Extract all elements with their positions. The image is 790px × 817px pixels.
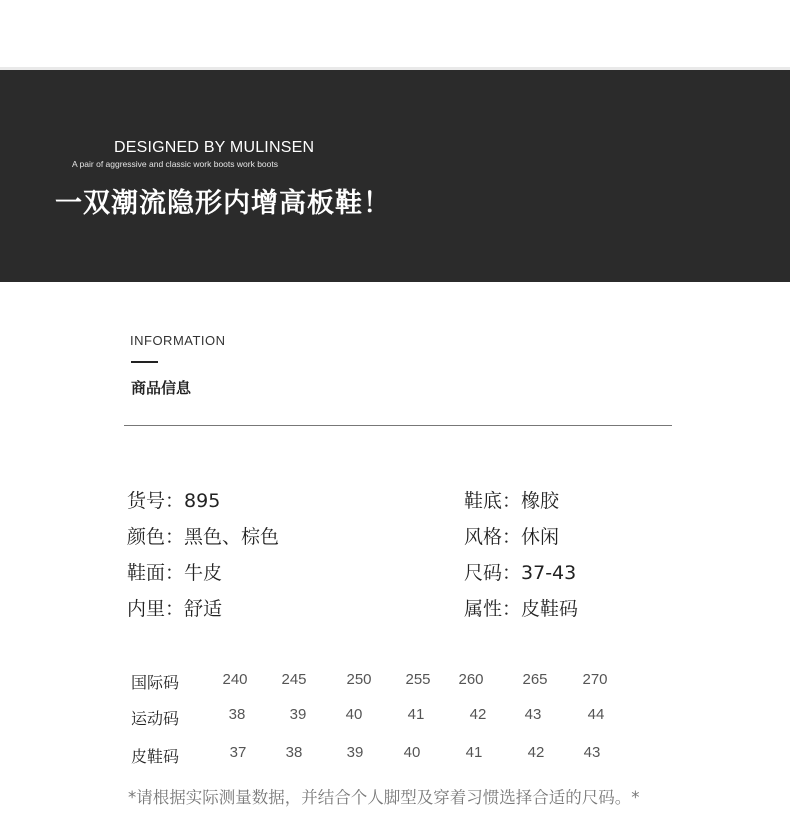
size-cell: 38: [228, 706, 246, 723]
size-cell: 43: [524, 706, 542, 723]
spec-value: 牛皮: [184, 562, 223, 584]
size-cell: 42: [469, 706, 487, 723]
spec-label: 鞋面：: [127, 562, 185, 584]
spec-label: 尺码：: [464, 562, 522, 584]
section-divider: [124, 425, 672, 426]
header-banner: [0, 70, 790, 282]
headline: 一双潮流隐形内增高板鞋！: [55, 188, 391, 219]
spec-attribute: [464, 594, 578, 621]
size-cell: 245: [281, 671, 307, 688]
size-cell: 44: [587, 706, 605, 723]
spec-label: 风格：: [464, 526, 522, 548]
size-cell: 39: [289, 706, 307, 723]
size-cell: 250: [346, 671, 372, 688]
spec-label: 内里：: [127, 598, 185, 620]
spec-label: 货号：: [127, 490, 185, 512]
size-cell: 42: [527, 744, 545, 761]
size-row-label: 国际码: [131, 673, 180, 692]
spec-value: 黑色、棕色: [184, 526, 280, 548]
spec-upper: [127, 558, 222, 585]
size-row-label: 皮鞋码: [131, 747, 180, 766]
size-cell: 40: [345, 706, 363, 723]
spec-value: 橡胶: [521, 490, 560, 512]
size-cell: 39: [346, 744, 364, 761]
spec-size: [464, 558, 576, 585]
spec-item-no: [127, 486, 220, 513]
spec-sole: [464, 486, 559, 513]
section-title-en: INFORMATION: [130, 333, 226, 348]
section-title-cn: 商品信息: [131, 379, 192, 397]
size-cell: 43: [583, 744, 601, 761]
size-cell: 41: [465, 744, 483, 761]
size-cell: 38: [285, 744, 303, 761]
spec-lining: [127, 594, 222, 621]
spec-value: 舒适: [184, 598, 223, 620]
size-cell: 41: [407, 706, 425, 723]
spec-label: 颜色：: [127, 526, 185, 548]
spec-value: 895: [184, 490, 221, 512]
spec-label: 属性：: [464, 598, 522, 620]
spec-style: [464, 522, 559, 549]
size-cell: 270: [582, 671, 608, 688]
size-note: *请根据实际测量数据，并结合个人脚型及穿着习惯选择合适的尺码。*: [128, 788, 640, 807]
size-cell: 240: [222, 671, 248, 688]
spec-value: 37-43: [521, 562, 577, 584]
brand-title: DESIGNED BY MULINSEN: [114, 139, 315, 156]
size-cell: 260: [458, 671, 484, 688]
size-cell: 265: [522, 671, 548, 688]
spec-color: [127, 522, 279, 549]
spec-value: 皮鞋码: [521, 598, 579, 620]
section-title-dash: [131, 361, 158, 363]
size-cell: 37: [229, 744, 247, 761]
size-cell: 40: [403, 744, 421, 761]
size-cell: 255: [405, 671, 431, 688]
size-row-label: 运动码: [131, 709, 180, 728]
spec-label: 鞋底：: [464, 490, 522, 512]
brand-tagline: A pair of aggressive and classic work boots work boots: [72, 159, 278, 169]
spec-value: 休闲: [521, 526, 560, 548]
